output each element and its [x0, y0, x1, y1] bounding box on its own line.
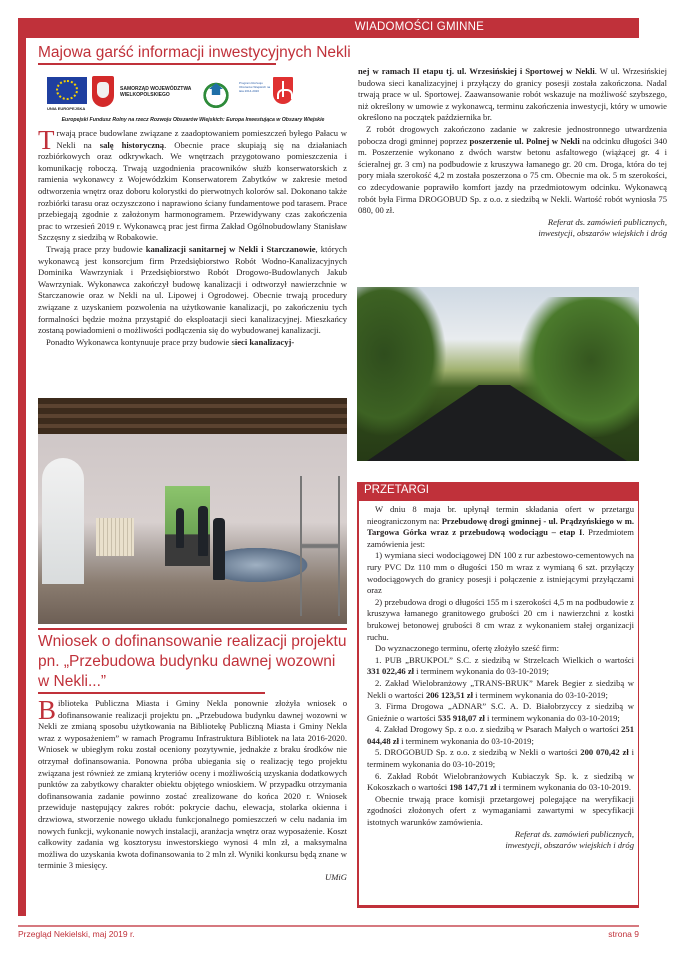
prow-logo-icon	[197, 75, 235, 109]
signature-line2: inwestycji, obszarów wiejskich i dróg	[538, 228, 667, 239]
offer-item: 4. Zakład Drogowy Sp. z o.o. z siedzibą w Psarach Małych o wartości 251 044,48 zł i terminem wykonania do 03-10-2019;	[367, 724, 634, 746]
signature-line1: Referat ds. zamówień publicznych,	[514, 828, 634, 839]
eafrd-caption: Europejski Fundusz Rolny na rzecz Rozwoju Obszarów Wiejskich: Europa Inwestująca w Obszary Wiejskie	[61, 117, 325, 123]
paragraph-palace: Trwają prace budowlane związane z zaadoptowaniem pomieszczeń byłego Pałacu w Nekli na salę historyczną. Obecnie prace skupiają się na działaniach rozbiórkowych oraz odkrywkach. We wnętrzach przygotowano pomieszczenia i komunikację roboczą. Trwają uzgodnienia pracowników służb konserwatorskich z ramienia wykonawcy z Wojewódzkim Konserwatorem Zabytków w zakresie metod odtworzenia wnętrz oraz doboru kolorystki do pierwotnych kolorów sal. Dokonano także rozbiórki tarasu oraz oczyszczono i naprawiono ściany fundamentowe pod tarasem. Prace przebiegają zgodnie z założonym harmonogramem. Przewidywany czas zakończenia prac to wrzesień 2019 r. Wykonawcą prac jest firma Zakład Ogólnobudowlany Stanisław Szczęsny z siedzibą w Robakowie.	[38, 125, 348, 243]
prow-label: Program Rozwoju Obszarów Wiejskich na lata 2014-2020	[239, 81, 271, 93]
road-photo	[357, 287, 639, 461]
divider	[38, 628, 347, 630]
wielkopolska-line2: WIELKOPOLSKIEGO	[120, 92, 170, 98]
section-header-band	[18, 18, 492, 38]
paragraph-sewage-stage2: Ponadto Wykonawca kontynuuje prace przy budowie sieci kanalizacyj-	[46, 336, 295, 347]
palace-hall-photo	[38, 398, 347, 624]
tenders-closing: Obecnie trwają prace komisji przetargowej polegające na weryfikacji zgodności złożonych ofert z wymaganiami zawartymi w specyfikacji istotnych warunków zamówienia.	[367, 793, 634, 828]
signature-line1: Referat ds. zamówień publicznych,	[547, 216, 667, 227]
offer-item: 6. Zakład Robót Wielobranżowych Kubiaczyk Sp. k. z siedzibą w Kokoszkach o wartości 198 147,71 zł i terminem wykonania do 03-10-2019.	[367, 770, 634, 793]
article2-body: Biblioteka Publiczna Miasta i Gminy Nekla ponownie złożyła wniosek o dofinansowanie realizacji projektu pn. „Przebudowa budynku dawnej wozowni w Nekli ze zmianą sposobu użytkowania na Bibliotekę Publiczną Miasta i Gminy Nekla wraz z wyposażeniem” w ramach Programu Infrastruktura Bibliotek na lata 2016-2020. Wniosek w ubiegłym roku został oceniony pozytywnie, jednakże z braku środków nie otrzymał dofinansowania. Ponowna próba ubiegania się o realizację tego projektu związana jest również ze zmianą kryteriów oceny i możliwością uzyskania dodatkowych punktów za zabytkowy charakter obiektu objętego wnioskiem. W przypadku otrzymania dofinansowania zadanie powinno zostać zrealizowane do końca 2020 r. Wniosek przewiduje następujący zakres robót: pokrycie dachu, elewacja, stolarka okienna i drzwiowa, stworzenie nowego układu funkcjonalnego pomieszczeń w celu nadania im nowych funkcji, wykonanie nowych instalacji, aranżacja wnętrz oraz wyposażenie. Koszt całkowity zadania wg kosztorysu inwestorskiego wynosi 4 mln zł, a maksymalna możliwa do uzyskania kwota dofinansowania to 2 mln zł. Wyniki konkursu będą znane w terminie 3 miesięcy. UMiG	[38, 695, 347, 882]
tenders-title: PRZETARGI	[364, 484, 429, 496]
paragraph-sewage: Trwają prace przy budowie kanalizacji sanitarnej w Nekli i Starczanowie, których wykonawcą jest konsorcjum firm Przedsiębiorstwo Robót Wodno-Kanalizacyjnych Dominika Wawrzyniak i Przedsiębiorstwo Robót Drogowo-Budowlanych Jakub Wawrzyniak. Wykonawca zakończył budowę kanalizacji i odtworzył nawierzchnie w Starczanowie oraz w Nekli na ul. Lipowej i Ogrodowej. Obecnie trwają procedury związane z uzyskaniem pozwolenia na użytkowanie kanalizacji, po zakończeniu tych formalności będzie można przystąpić do eksploatacji sieci kanalizacyjnej. Mieszkańcy zostaną powiadomieni o możliwości podłączenia się do wybudowanej kanalizacji.	[38, 243, 347, 336]
article1-column-left	[38, 125, 348, 348]
scope-item-1: 1) wymiana sieci wodociągowej DN 100 z rur azbestowo-cementowych na rury PVC Dz 110 mm o długości 150 m wraz z wymianą 6 szt. przyłączy wodociągowych do granicy posesji i połączenie z istniejącymi przyłączami oraz	[367, 550, 634, 596]
publication-name: Przegląd Nekielski, maj 2019 r.	[18, 929, 135, 939]
article1-column-right: nej w ramach II etapu tj. ul. Wrzesińskiej i Sportowej w Nekli. W ul. Wrzesińskiej budowa sieci kanalizacyjnej i przyłączy do granicy posesji została zakończona. Nadal trwają prace w ul. Sportowej. Zaawansowanie robót wskazuje na możliwość szybszego, niż określony w umowie z wykonawcą, terminu zakończenia inwestycji, który w umowie określono na początek października br. Z robót drogowych zakończono zadanie w zakresie jednostronnego utwardzenia pobocza drogi gminnej poprzez poszerzenie ul. Polnej w Nekli na odcinku długości 340 m. Poszerzenie wykonano z dwóch warstw betonu asfaltowego (wiążącej gr. 4 i ścieralnej gr. 3 cm) na podbudowie z kruszywa łamanego gr. 20 cm. Droga, która do tej pory miała szerokość 4,2 m została poszerzona o 75 cm. Obecnie ma ok. 5 m szerokości, co zdecydowanie poprawiło komfort jazdy na przedmiotowym odcinku. Wykonawcą robót była Firma DROGOBUD Sp. z o.o. z siedzibą w Nekli. Wartość robót wyniosła 75 080, 00 zł. Referat ds. zamówień publicznych, inwestycji, obszarów wiejskich i dróg	[358, 66, 667, 239]
offer-item: 3. Firma Drogowa „ADNAR” S.C. A. D. Białobrzyccy z siedzibą w Gnieźnie o wartości 535 918,07 zł i terminem wykonania do 03-10-2019;	[367, 701, 634, 723]
article-title-investments: Majowa garść informacji inwestycyjnych Nekli	[38, 44, 351, 61]
scope-item-2: 2) przebudowa drogi o długości 155 m i szerokości 4,5 m na podbudowie z kruszywa łamanego granitowego grubości 20 cm i nawierzchni z kostki brukowej betonowej grubości 8 cm wraz z wykonaniem stałej organizacji ruchu.	[367, 596, 634, 642]
article-title-library-grant: Wniosek o dofinansowanie realizacji projektu pn. „Przebudowa budynku dawnej wozowni w Nekli...”	[38, 633, 347, 690]
footer-divider	[18, 925, 639, 927]
left-accent-bar	[18, 38, 26, 916]
dropcap: B	[38, 695, 57, 725]
title-underline	[38, 692, 265, 694]
dropcap: T	[38, 125, 55, 155]
section-header-band-right	[492, 18, 639, 38]
tenders-header	[357, 482, 639, 501]
wielkopolska-line1: SAMORZĄD WOJEWÓDZTWA	[120, 86, 192, 92]
signature-line2: inwestycji, obszarów wiejskich i dróg	[505, 840, 634, 851]
funding-logos	[47, 75, 332, 115]
eu-flag-icon	[47, 77, 87, 104]
offer-item: 1. PUB „BRUKPOL” S.C. z siedzibą w Strzelcach Wielkich o wartości 331 022,46 zł i terminem wykonania do 03-10-2019;	[367, 654, 634, 677]
signature-umig: UMiG	[325, 871, 347, 882]
section-title: WIADOMOŚCI GMINNE	[354, 21, 484, 33]
wielkopolska-label	[120, 86, 191, 98]
nekla-coat-of-arms-icon	[273, 77, 293, 104]
wielkopolska-eagle-icon	[92, 76, 114, 107]
paragraph-polna-street: Z robót drogowych zakończono zadanie w zakresie jednostronnego utwardzenia pobocza drogi gminnej poprzez poszerzenie ul. Polnej w Nekli na odcinku długości 340 m. Poszerzenie wykonano z dwóch warstw betonu asfaltowego (wiążącej gr. 4 i ścieralnej gr. 3 cm) na podbudowie z kruszywa łamanego gr. 20 cm. Droga, która do tej pory miała szerokość 4,2 m została poszerzona o 75 cm. Obecnie ma ok. 5 m szerokości, co zdecydowanie poprawiło komfort jazdy na przedmiotowym odcinku. Wykonawcą robót była Firma DROGOBUD Sp. z o.o. z siedzibą w Nekli. Wartość robót wyniosła 75 080, 00 zł.	[358, 123, 667, 216]
tenders-body: W dniu 8 maja br. upłynął termin składania ofert w przetargu nieograniczonym na: Przebudowę drogi gminnej - ul. Prądzyńskiego w m. Targowa Górka wraz z przebudową wodociągu – etap I. Przedmiotem zamówienia jest: 1) wymiana sieci wodociągowej DN 100 z rur azbestowo-cementowych na rury PVC Dz 110 mm o długości 150 m wraz z wymianą 6 szt. przyłączy wodociągowych do granicy posesji i połączenie z istniejącymi przyłączami oraz 2) przebudowa drogi o długości 155 m i szerokości 4,5 m na podbudowie z kruszywa łamanego granitowego grubości 20 cm i nawierzchni z kostki brukowej betonowej grubości 8 cm wraz z wykonaniem stałej organizacji ruchu. Do wyznaczonego terminu, ofertę złożyło sześć firm: 1. PUB „BRUKPOL” S.C. z siedzibą w Strzelcach Wielkich o wartości 331 022,46 zł i terminem wykonania do 03-10-2019; 2. Zakład Wielobranżowy „TRANS-BRUK” Marek Begier z siedzibą w Nekli o wartości 206 123,51 zł i terminem wykonania do 03-10-2019; 3. Firma Drogowa „ADNAR” S.C. A. D. Białobrzyccy z siedzibą w Gnieźnie o wartości 535 918,07 zł i terminem wykonania do 03-10-2019; 4. Zakład Drogowy Sp. z o.o. z siedzibą w Psarach Małych o wartości 251 044,48 zł i terminem wykonania do 03-10-2019; 5. DROGOBUD Sp. z o.o. z siedzibą w Nekli o wartości 200 070,42 zł i terminem wykonania do 03-10-2019; 6. Zakład Robót Wielobranżowych Kubiaczyk Sp. k. z siedzibą w Kokoszkach o wartości 198 147,71 zł i terminem wykonania do 03-10-2019. Obecnie trwają prace komisji przetargowej polegające na weryfikacji zgodności złożonych ofert z wymaganiami zawartymi w specyfikacji istotnych warunków zamówienia. Referat ds. zamówień publicznych, inwestycji, obszarów wiejskich i dróg	[367, 504, 635, 851]
eu-label: UNIA EUROPEJSKA	[47, 106, 86, 111]
page-number: strona 9	[608, 929, 639, 939]
offer-item: 2. Zakład Wielobranżowy „TRANS-BRUK” Marek Begier z siedzibą w Nekli o wartości 206 123,51 zł i terminem wykonania do 03-10-2019;	[367, 677, 634, 700]
title-underline	[38, 63, 276, 65]
offer-item: 5. DROGOBUD Sp. z o.o. z siedzibą w Nekli o wartości 200 070,42 zł i terminem wykonania do 03-10-2019;	[367, 747, 635, 770]
offers-intro: Do wyznaczonego terminu, ofertę złożyło sześć firm:	[375, 643, 559, 654]
